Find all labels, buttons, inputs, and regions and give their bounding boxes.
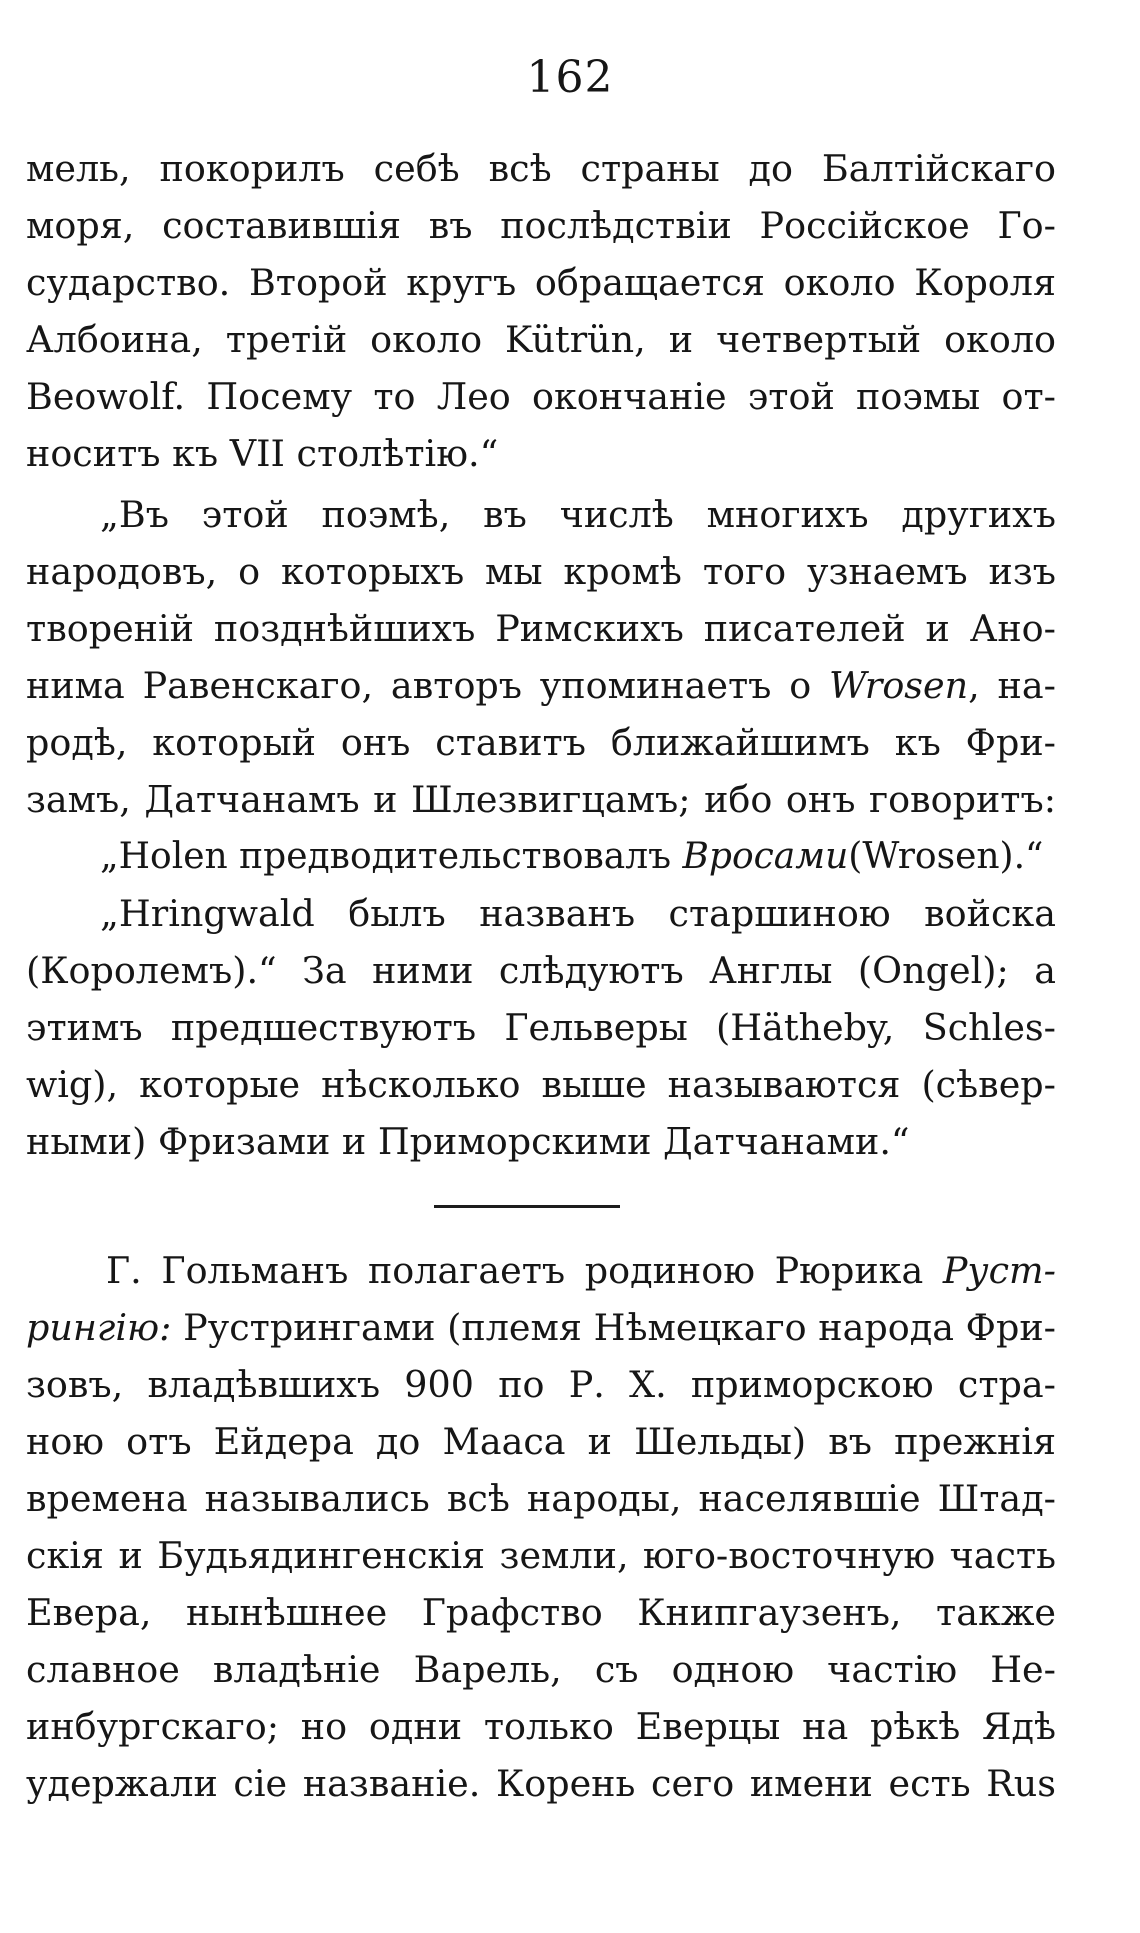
text-line: „Hringwald былъ названъ старшиною войска — [100, 892, 1056, 935]
paragraph-holmann — [26, 1242, 1056, 1812]
text-line: инбургскаго; но одни только Еверцы на рѣкѣ Ядѣ — [26, 1705, 1056, 1748]
italic-term-wrosen: Wrosen — [829, 664, 969, 707]
text-line-rustringia-2 — [26, 1299, 1056, 1356]
text-line: носитъ къ VII столѣтію.“ — [26, 432, 499, 475]
text-line: зовъ, владѣвшихъ 900 по Р. Х. приморскою стра- — [26, 1363, 1056, 1406]
italic-term-ringiyu: рингію: — [26, 1306, 172, 1349]
text-line: этимъ предшествуютъ Гельверы (Hätheby, Schles- — [26, 1006, 1056, 1049]
text-line: ными) Фризами и Приморскими Датчанами.“ — [26, 1120, 910, 1163]
italic-term-vrosami: Вросами — [682, 836, 849, 877]
text-line: мель, покорилъ себѣ всѣ страны до Балтійскаго — [26, 147, 1056, 190]
paragraph-continuation — [26, 140, 1056, 482]
text-line-rustringia — [26, 1242, 1056, 1299]
text-segment: , на- — [968, 664, 1056, 707]
text-segment: (Wrosen).“ — [848, 836, 1044, 877]
paragraph-poem-quote — [26, 486, 1056, 1170]
text-line: моря, составившія въ послѣдствіи Россійское Го- — [26, 204, 1056, 247]
text-line: сударство. Второй кругъ обращается около Короля — [26, 261, 1056, 304]
text-line-wrosen — [26, 657, 1056, 714]
text-line: скія и Будьядингенскія земли, юго-восточную часть — [26, 1534, 1056, 1577]
text-line: Евера, нынѣшнее Графство Книпгаузенъ, также — [26, 1591, 1056, 1634]
page-number: 162 — [526, 52, 614, 103]
text-line: ною отъ Ейдера до Мааса и Шельды) въ прежнія — [26, 1420, 1056, 1463]
text-segment: Г. Гольманъ полагаетъ родиною Рюрика — [106, 1249, 943, 1292]
text-line: родѣ, который онъ ставитъ ближайшимъ къ Фри- — [26, 721, 1056, 764]
text-segment: „Holen предводительствовалъ — [100, 836, 683, 877]
text-line: „Въ этой поэмѣ, въ числѣ многихъ другихъ — [100, 493, 1056, 536]
text-line: Beowolf. Посему то Лео окончаніе этой поэмы от- — [26, 375, 1056, 418]
italic-term-rust: Руст- — [942, 1249, 1056, 1292]
text-line: замъ, Датчанамъ и Шлезвигцамъ; ибо онъ говоритъ: — [26, 778, 1056, 821]
text-line: Албоина, третій около Kütrün, и четвертый около — [26, 318, 1056, 361]
text-line: времена назывались всѣ народы, населявшіе Штад- — [26, 1477, 1056, 1520]
text-line: удержали сіе названіе. Корень сего имени есть Rus — [26, 1762, 1056, 1805]
text-line: wig), которые нѣсколько выше называются (сѣвер- — [26, 1063, 1056, 1106]
text-line: славное владѣніе Варель, съ одною частію Не- — [26, 1648, 1056, 1691]
text-segment: Рустрингами (племя Нѣмецкаго народа Фри- — [171, 1306, 1056, 1349]
text-segment: нима Равенскаго, авторъ упоминаетъ о — [26, 664, 829, 707]
text-line-holen-quote — [26, 828, 1056, 885]
text-line: (Королемъ).“ За ними слѣдуютъ Англы (Ongel); а — [26, 949, 1056, 992]
text-line: народовъ, о которыхъ мы кромѣ того узнаемъ изъ — [26, 550, 1056, 593]
text-line: твореній позднѣйшихъ Римскихъ писателей и Ано- — [26, 607, 1056, 650]
section-divider — [434, 1205, 620, 1208]
